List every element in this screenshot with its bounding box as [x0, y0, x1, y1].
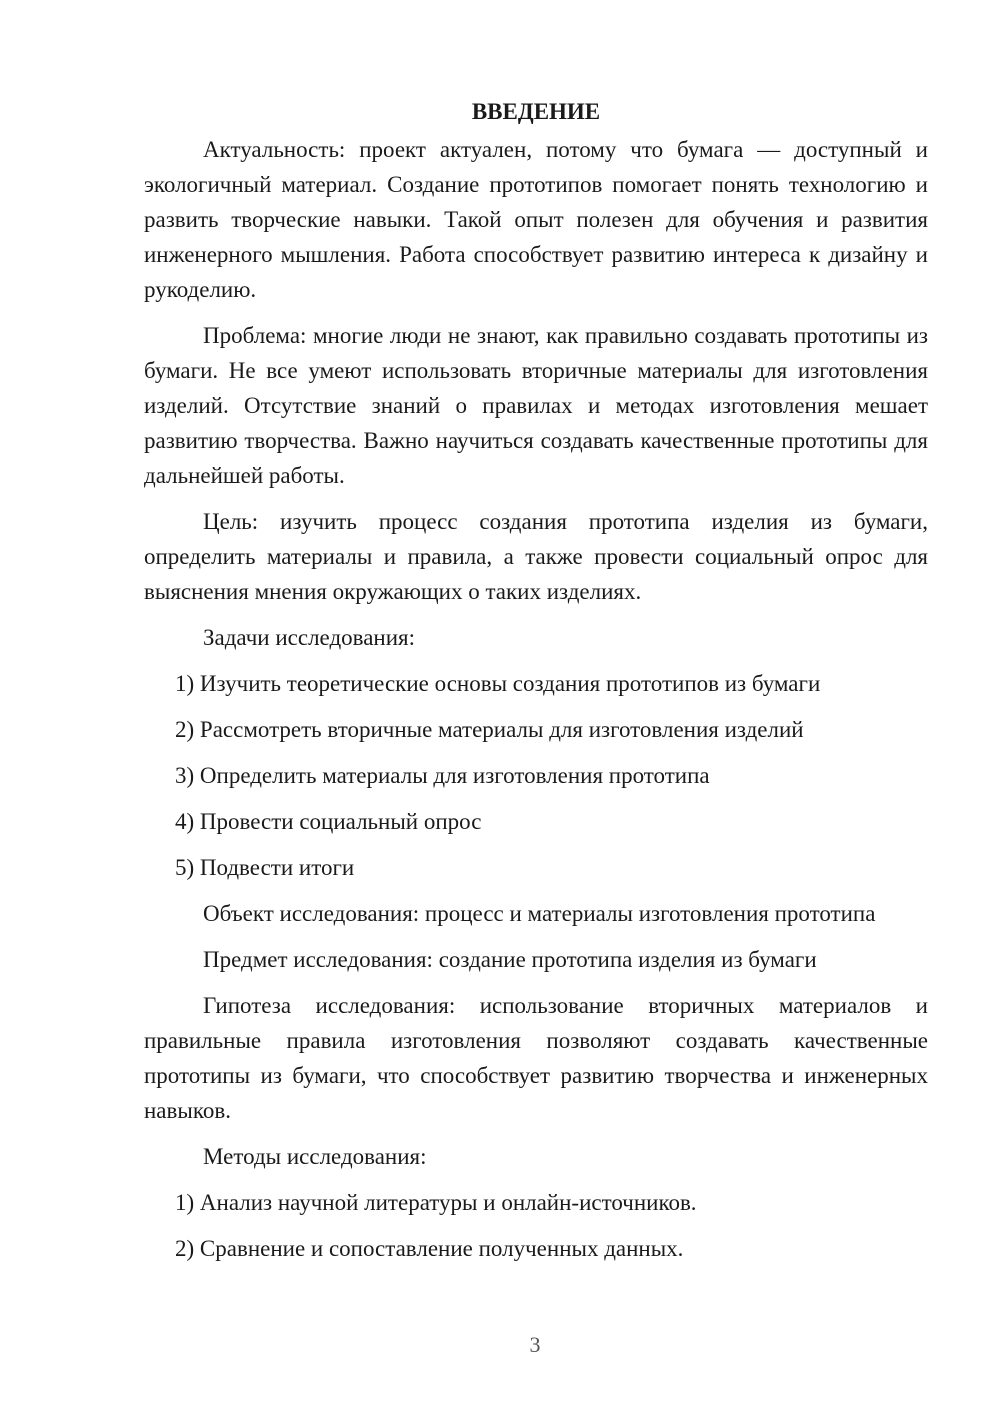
method-item-1: 1) Анализ научной литературы и онлайн-источников. [175, 1190, 697, 1215]
problem-paragraph: Проблема: многие люди не знают, как правильно создавать прототипы из бумаги. Не все умеют использовать вторичные материалы для изготовления изделий. Отсутствие знаний о правилах и методах изготовления мешает развитию творчества. Важно научиться создавать качественные прототипы для дальнейшей работы. [144, 323, 928, 488]
relevance-paragraph: Актуальность: проект актуален, потому что бумага — доступный и экологичный материал. Создание прототипов помогает понять технологию и развить творческие навыки. Такой опыт полезен для обучения и развития инженерного мышления. Работа способствует развитию интереса к дизайну и рукоделию. [144, 137, 928, 302]
tasks-label: Задачи исследования: [203, 625, 416, 650]
hypothesis-paragraph: Гипотеза исследования: использование вторичных материалов и правильные правила изготовления позволяют создавать качественные прототипы из бумаги, что способствует развитию творчества и инженерных навыков. [144, 993, 928, 1123]
goal-paragraph: Цель: изучить процесс создания прототипа изделия из бумаги, определить материалы и правила, а также провести социальный опрос для выяснения мнения окружающих о таких изделиях. [144, 509, 928, 604]
page-content [144, 92, 928, 1277]
task-item-2: 2) Рассмотреть вторичные материалы для изготовления изделий [175, 717, 804, 742]
section-heading: ВВЕДЕНИЕ [471, 99, 601, 124]
object-paragraph: Объект исследования: процесс и материалы изготовления прототипа [203, 901, 876, 926]
task-item-1: 1) Изучить теоретические основы создания прототипов из бумаги [175, 671, 821, 696]
methods-label: Методы исследования: [203, 1144, 427, 1169]
task-item-5: 5) Подвести итоги [175, 855, 355, 880]
page-number: 3 [529, 1332, 541, 1357]
task-item-4: 4) Провести социальный опрос [175, 809, 482, 834]
method-item-2: 2) Сравнение и сопоставление полученных данных. [175, 1236, 684, 1261]
subject-paragraph: Предмет исследования: создание прототипа изделия из бумаги [203, 947, 817, 972]
task-item-3: 3) Определить материалы для изготовления прототипа [175, 763, 710, 788]
